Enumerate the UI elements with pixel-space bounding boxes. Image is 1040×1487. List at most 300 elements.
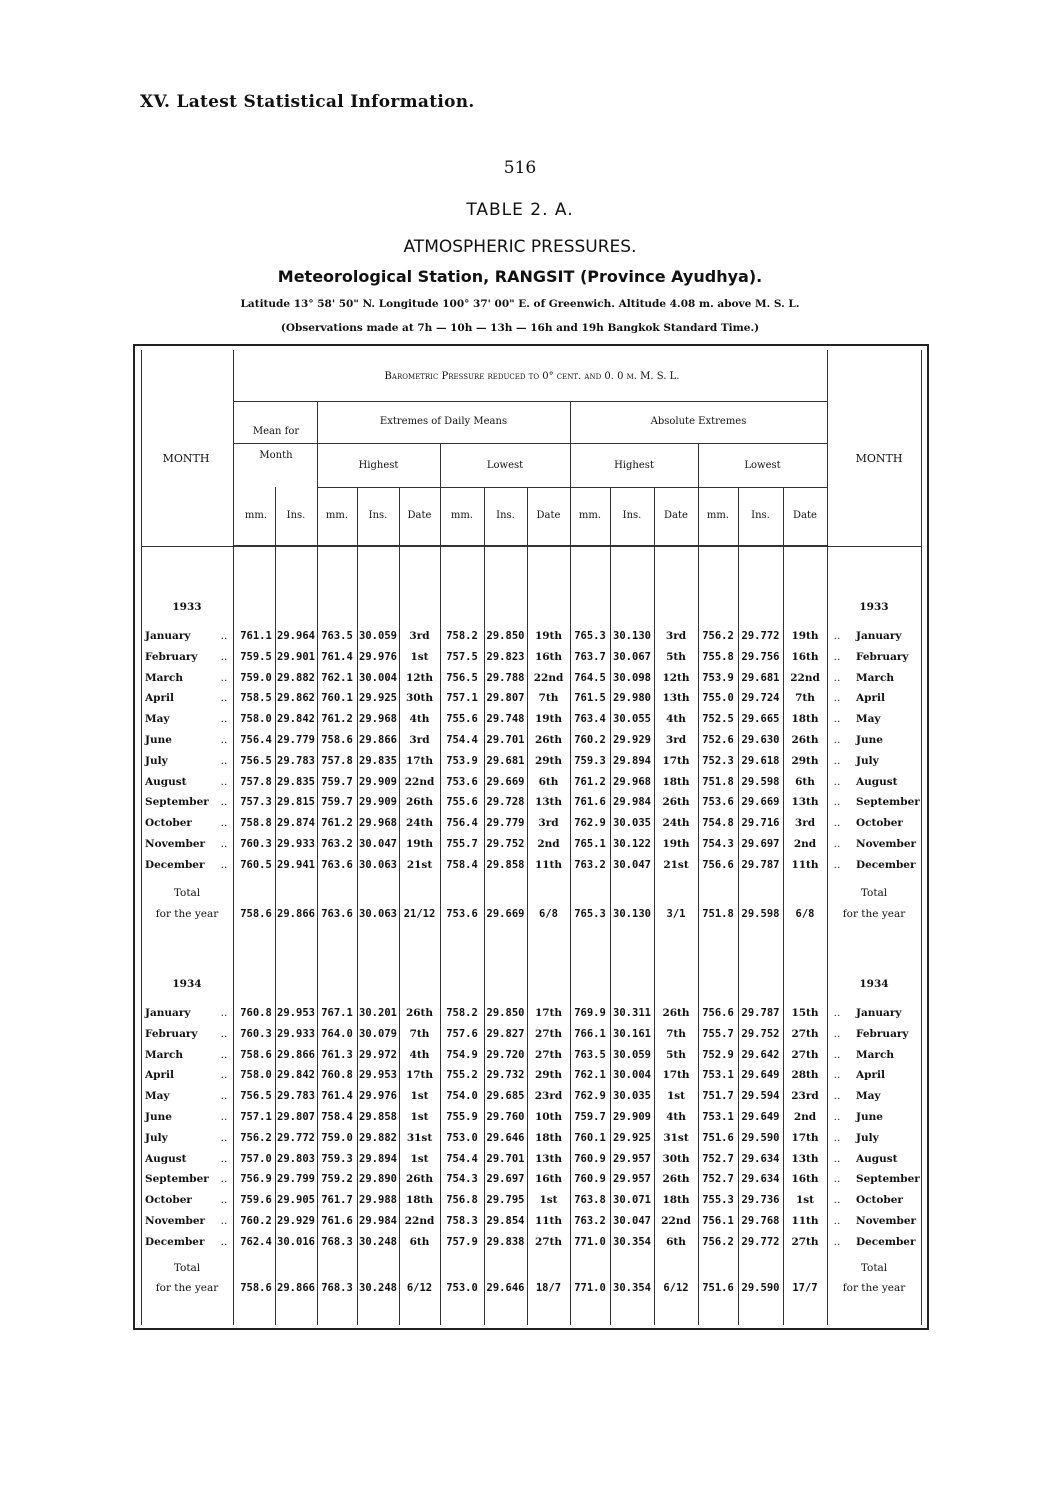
value-cell: 756.6 [702, 1007, 734, 1019]
value-cell: 29.929 [613, 734, 651, 746]
date-cell: 26th [662, 1173, 690, 1186]
month-label: January [145, 1007, 191, 1019]
month-label: April [145, 692, 174, 705]
value-cell: 29.732 [486, 1069, 525, 1082]
month-label: October [145, 1194, 192, 1207]
date-cell: 16th [791, 650, 819, 663]
value-cell: 761.1 [240, 630, 272, 642]
date-cell: 18th [534, 1131, 563, 1144]
value-cell: 29.838 [486, 1235, 525, 1248]
leader-dots: .. [833, 796, 841, 809]
value-cell: 29.925 [359, 692, 397, 705]
date-cell: 1st [410, 1111, 429, 1123]
horizontal-rule [141, 546, 921, 547]
month-label: October [145, 817, 192, 830]
leader-dots: .. [833, 1048, 841, 1061]
value-cell: 761.3 [321, 1048, 353, 1061]
year-label: 1934 [859, 978, 889, 990]
vertical-rule [357, 487, 358, 1325]
leader-dots: .. [833, 1215, 841, 1227]
value-cell: 29.980 [613, 692, 651, 705]
leader-dots: .. [220, 796, 228, 809]
date-cell: 26th [662, 1007, 690, 1019]
value-cell: 751.7 [702, 1090, 734, 1103]
value-cell: 759.0 [321, 1131, 353, 1144]
value-cell: 757.1 [240, 1111, 272, 1123]
value-cell: 757.5 [446, 650, 478, 663]
date-cell: 3rd [409, 630, 430, 642]
total-value-cell: 765.3 [574, 908, 606, 920]
total-label: for the year [842, 1282, 906, 1294]
value-cell: 29.933 [277, 1027, 315, 1040]
value-cell: 763.2 [574, 1215, 606, 1227]
date-cell: 22nd [404, 1215, 435, 1227]
value-cell: 29.827 [486, 1027, 525, 1040]
month-label: August [856, 1152, 898, 1165]
leader-dots: .. [833, 754, 841, 767]
value-cell: 29.756 [741, 650, 780, 663]
date-cell: 16th [534, 1173, 563, 1186]
value-cell: 757.8 [240, 775, 272, 788]
date-cell: 27th [534, 1048, 563, 1061]
value-cell: 763.2 [574, 858, 606, 871]
leader-dots: .. [220, 1235, 228, 1248]
value-cell: 763.6 [321, 858, 353, 871]
table-title: TABLE 2. A. [466, 200, 574, 220]
total-value-cell: 751.6 [702, 1282, 734, 1294]
leader-dots: .. [833, 838, 841, 850]
date-cell: 7th [666, 1027, 686, 1040]
date-cell: 26th [405, 1173, 434, 1186]
month-label: December [856, 1235, 916, 1248]
value-cell: 29.925 [613, 1131, 651, 1144]
date-cell: 16th [534, 650, 563, 663]
leader-dots: .. [220, 1194, 228, 1207]
value-cell: 29.788 [486, 671, 525, 684]
value-cell: 759.6 [240, 1194, 272, 1207]
date-cell: 17th [405, 1069, 434, 1082]
month-label: July [856, 1131, 879, 1144]
value-cell: 29.968 [359, 817, 397, 830]
value-cell: 754.9 [446, 1048, 478, 1061]
value-cell: 30.047 [613, 858, 651, 871]
leader-dots: .. [220, 1173, 228, 1186]
value-cell: 761.4 [321, 650, 353, 663]
leader-dots: .. [220, 1131, 228, 1144]
value-cell: 29.630 [741, 734, 780, 746]
value-cell: 29.862 [277, 692, 315, 705]
total-value-cell: 30.248 [359, 1282, 397, 1294]
date-cell: 17th [662, 754, 690, 767]
year-label: 1933 [859, 601, 889, 613]
total-value-cell: 6/8 [539, 908, 558, 920]
value-cell: 29.866 [277, 1048, 315, 1061]
vertical-rule [141, 350, 142, 1325]
date-cell: 2nd [793, 838, 817, 850]
value-cell: 760.8 [240, 1007, 272, 1019]
value-cell: 761.2 [321, 817, 353, 830]
value-cell: 29.646 [486, 1131, 525, 1144]
value-cell: 29.649 [741, 1111, 780, 1123]
date-cell: 21st [663, 858, 689, 871]
date-cell: 22nd [533, 671, 564, 684]
date-cell: 17th [405, 754, 434, 767]
value-cell: 29.835 [359, 754, 397, 767]
leader-dots: .. [220, 671, 228, 684]
value-cell: 763.2 [321, 838, 353, 850]
leader-dots: .. [833, 713, 841, 726]
month-label: July [145, 1131, 168, 1144]
value-cell: 759.0 [240, 671, 272, 684]
value-cell: 29.787 [741, 858, 780, 871]
date-cell: 26th [791, 734, 819, 746]
date-cell: 24th [405, 817, 434, 830]
leader-dots: .. [220, 1152, 228, 1165]
date-cell: 4th [666, 713, 686, 726]
month-label: February [856, 1027, 909, 1040]
unit-header: Ins. [286, 510, 306, 521]
unit-header: Date [793, 510, 817, 521]
date-cell: 6th [538, 775, 559, 788]
value-cell: 29.681 [741, 671, 780, 684]
value-cell: 29.858 [486, 858, 525, 871]
value-cell: 759.7 [321, 775, 353, 788]
value-cell: 29.783 [277, 1090, 315, 1103]
value-cell: 767.1 [321, 1007, 353, 1019]
month-header-left: MONTH [162, 452, 210, 465]
month-label: November [145, 1215, 206, 1227]
leader-dots: .. [833, 630, 841, 642]
value-cell: 753.6 [702, 796, 734, 809]
value-cell: 29.858 [359, 1111, 397, 1123]
date-cell: 4th [409, 713, 430, 726]
date-cell: 27th [534, 1027, 563, 1040]
vertical-rule [233, 350, 234, 1325]
value-cell: 759.3 [574, 754, 606, 767]
total-value-cell: 768.3 [321, 1282, 353, 1294]
horizontal-rule [233, 443, 827, 444]
value-cell: 760.9 [574, 1152, 606, 1165]
leader-dots: .. [833, 1069, 841, 1082]
value-cell: 29.594 [741, 1090, 780, 1103]
leader-dots: .. [220, 1069, 228, 1082]
value-cell: 762.1 [321, 671, 353, 684]
vertical-rule [527, 487, 528, 1325]
unit-header: mm. [578, 510, 602, 521]
date-cell: 22nd [790, 671, 820, 684]
leader-dots: .. [220, 692, 228, 705]
value-cell: 763.5 [321, 630, 353, 642]
month-label: April [856, 1069, 885, 1082]
daily-extremes-header: Extremes of Daily Means [379, 416, 508, 427]
value-cell: 29.642 [741, 1048, 780, 1061]
total-label: Total [173, 887, 201, 899]
date-cell: 13th [791, 796, 819, 809]
value-cell: 768.3 [321, 1235, 353, 1248]
value-cell: 758.0 [240, 1069, 272, 1082]
month-label: January [856, 630, 902, 642]
mean-header-line2: Month [259, 450, 293, 461]
page-number: 516 [503, 158, 537, 178]
month-label: November [856, 838, 917, 850]
value-cell: 29.768 [741, 1215, 780, 1227]
value-cell: 755.2 [446, 1069, 478, 1082]
date-cell: 19th [534, 630, 563, 642]
leader-dots: .. [833, 1194, 841, 1207]
value-cell: 29.618 [741, 754, 780, 767]
value-cell: 759.7 [321, 796, 353, 809]
value-cell: 763.8 [574, 1194, 606, 1207]
value-cell: 29.783 [277, 754, 315, 767]
value-cell: 762.9 [574, 1090, 606, 1103]
value-cell: 760.2 [240, 1215, 272, 1227]
leader-dots: .. [833, 734, 841, 746]
total-value-cell: 30.130 [613, 908, 651, 920]
value-cell: 752.7 [702, 1152, 734, 1165]
unit-header: Ins. [622, 510, 642, 521]
value-cell: 30.047 [359, 838, 397, 850]
value-cell: 755.6 [446, 713, 478, 726]
value-cell: 29.590 [741, 1131, 780, 1144]
unit-header: Ins. [751, 510, 770, 521]
leader-dots: .. [833, 671, 841, 684]
date-cell: 3rd [538, 817, 559, 830]
value-cell: 758.5 [240, 692, 272, 705]
leader-dots: .. [220, 838, 228, 850]
value-cell: 761.7 [321, 1194, 353, 1207]
date-cell: 11th [791, 858, 819, 871]
date-cell: 3rd [409, 734, 430, 746]
value-cell: 757.6 [446, 1027, 478, 1040]
value-cell: 29.854 [486, 1215, 525, 1227]
date-cell: 1st [410, 1090, 429, 1103]
value-cell: 761.2 [574, 775, 606, 788]
value-cell: 30.248 [359, 1235, 397, 1248]
main-header: Barometric Pressure reduced to 0° cent. and 0. 0 m. M. S. L. [384, 371, 680, 382]
value-cell: 30.059 [613, 1048, 651, 1061]
value-cell: 763.5 [574, 1048, 606, 1061]
unit-header: mm. [706, 510, 730, 521]
date-cell: 18th [791, 713, 819, 726]
daily-highest-header: Highest [358, 460, 399, 471]
vertical-rule [399, 487, 400, 1325]
total-value-cell: 21/12 [403, 908, 436, 920]
date-cell: 30th [405, 692, 434, 705]
leader-dots: .. [833, 1090, 841, 1103]
value-cell: 29.665 [741, 713, 780, 726]
value-cell: 758.4 [321, 1111, 353, 1123]
absolute-lowest-header: Lowest [744, 460, 781, 471]
month-label: September [145, 796, 209, 809]
value-cell: 29.850 [486, 1007, 525, 1019]
month-label: February [145, 1027, 198, 1040]
date-cell: 24th [662, 817, 690, 830]
value-cell: 29.905 [277, 1194, 315, 1207]
value-cell: 758.6 [240, 1048, 272, 1061]
value-cell: 30.004 [613, 1069, 651, 1082]
date-cell: 6th [409, 1235, 430, 1248]
total-label: Total [860, 1262, 888, 1274]
date-cell: 13th [534, 1152, 563, 1165]
leader-dots: .. [220, 775, 228, 788]
leader-dots: .. [220, 1111, 228, 1123]
value-cell: 765.1 [574, 838, 606, 850]
value-cell: 29.697 [486, 1173, 525, 1186]
value-cell: 29.909 [359, 796, 397, 809]
value-cell: 755.9 [446, 1111, 478, 1123]
value-cell: 753.1 [702, 1111, 734, 1123]
value-cell: 29.669 [741, 796, 780, 809]
leader-dots: .. [220, 1007, 228, 1019]
unit-header: mm. [325, 510, 349, 521]
date-cell: 12th [662, 671, 690, 684]
date-cell: 12th [405, 671, 434, 684]
date-cell: 23rd [534, 1090, 563, 1103]
month-label: May [145, 713, 170, 726]
date-cell: 4th [409, 1048, 430, 1061]
date-cell: 5th [666, 1048, 686, 1061]
value-cell: 758.6 [321, 734, 353, 746]
value-cell: 760.1 [574, 1131, 606, 1144]
total-value-cell: 29.590 [741, 1282, 780, 1294]
date-cell: 26th [405, 1007, 434, 1019]
value-cell: 29.823 [486, 650, 525, 663]
value-cell: 29.795 [486, 1194, 525, 1207]
value-cell: 762.9 [574, 817, 606, 830]
date-cell: 13th [662, 692, 690, 705]
total-value-cell: 6/12 [406, 1282, 433, 1294]
value-cell: 757.8 [321, 754, 353, 767]
value-cell: 29.681 [486, 754, 525, 767]
date-cell: 4th [666, 1111, 686, 1123]
date-cell: 17th [662, 1069, 690, 1082]
date-cell: 26th [534, 734, 563, 746]
value-cell: 29.649 [741, 1069, 780, 1082]
value-cell: 29.669 [486, 775, 525, 788]
value-cell: 30.067 [613, 650, 651, 663]
total-label: Total [860, 887, 888, 899]
value-cell: 754.3 [702, 838, 734, 850]
value-cell: 756.5 [240, 1090, 272, 1103]
vertical-rule [698, 487, 699, 1325]
vertical-rule [827, 350, 828, 1325]
value-cell: 765.3 [574, 630, 606, 642]
value-cell: 759.5 [240, 650, 272, 663]
value-cell: 755.6 [446, 796, 478, 809]
value-cell: 29.772 [741, 1235, 780, 1248]
date-cell: 7th [538, 692, 559, 705]
total-value-cell: 29.646 [486, 1282, 525, 1294]
date-cell: 2nd [793, 1111, 817, 1123]
value-cell: 30.055 [613, 713, 651, 726]
vertical-rule [484, 487, 485, 1325]
month-label: August [145, 1152, 187, 1165]
total-value-cell: 751.8 [702, 908, 734, 920]
total-value-cell: 753.6 [446, 908, 478, 920]
value-cell: 29.988 [359, 1194, 397, 1207]
value-cell: 760.3 [240, 838, 272, 850]
value-cell: 29.752 [486, 838, 525, 850]
total-value-cell: 6/8 [795, 908, 815, 920]
value-cell: 756.2 [240, 1131, 272, 1144]
value-cell: 755.3 [702, 1194, 734, 1207]
month-label: February [145, 650, 198, 663]
value-cell: 29.787 [741, 1007, 780, 1019]
vertical-rule [440, 487, 441, 1325]
month-label: March [856, 1048, 894, 1061]
date-cell: 19th [662, 838, 690, 850]
value-cell: 29.779 [277, 734, 315, 746]
unit-header: Ins. [368, 510, 388, 521]
value-cell: 29.835 [277, 775, 315, 788]
value-cell: 29.799 [277, 1173, 315, 1186]
value-cell: 29.807 [486, 692, 525, 705]
total-value-cell: 29.598 [741, 908, 780, 920]
leader-dots: .. [220, 650, 228, 663]
date-cell: 31st [663, 1131, 689, 1144]
vertical-rule [783, 487, 784, 1325]
month-label: November [145, 838, 206, 850]
leader-dots: .. [220, 1090, 228, 1103]
unit-header: mm. [244, 510, 268, 521]
absolute-highest-header: Highest [614, 460, 654, 471]
value-cell: 29.772 [277, 1131, 315, 1144]
month-label: February [856, 650, 909, 663]
value-cell: 763.4 [574, 713, 606, 726]
value-cell: 29.598 [741, 775, 780, 788]
date-cell: 23rd [791, 1090, 819, 1103]
value-cell: 29.760 [486, 1111, 525, 1123]
value-cell: 29.697 [741, 838, 780, 850]
total-value-cell: 6/12 [663, 1282, 689, 1294]
value-cell: 29.772 [741, 630, 780, 642]
value-cell: 29.909 [613, 1111, 651, 1123]
month-label: March [145, 1048, 183, 1061]
month-label: October [856, 1194, 903, 1207]
leader-dots: .. [833, 692, 841, 705]
leader-dots: .. [220, 858, 228, 871]
value-cell: 30.016 [277, 1235, 315, 1248]
value-cell: 29.909 [359, 775, 397, 788]
value-cell: 30.201 [359, 1007, 397, 1019]
month-label: December [145, 1235, 205, 1248]
value-cell: 29.807 [277, 1111, 315, 1123]
month-label: November [856, 1215, 917, 1227]
year-label: 1933 [172, 601, 202, 613]
value-cell: 759.2 [321, 1173, 353, 1186]
value-cell: 756.1 [702, 1215, 734, 1227]
vertical-rule [654, 487, 655, 1325]
value-cell: 756.6 [702, 858, 734, 871]
value-cell: 762.1 [574, 1069, 606, 1082]
date-cell: 28th [791, 1069, 819, 1082]
vertical-rule [317, 487, 318, 1325]
value-cell: 757.1 [446, 692, 478, 705]
month-label: April [145, 1069, 174, 1082]
value-cell: 29.842 [277, 1069, 315, 1082]
vertical-rule [738, 487, 739, 1325]
station-title: Meteorological Station, RANGSIT (Province Ayudhya). [277, 267, 763, 286]
value-cell: 752.6 [702, 734, 734, 746]
value-cell: 29.701 [486, 1152, 525, 1165]
date-cell: 29th [791, 754, 819, 767]
total-label: for the year [155, 908, 219, 920]
month-label: May [856, 1090, 881, 1103]
date-cell: 27th [791, 1048, 819, 1061]
value-cell: 29.842 [277, 713, 315, 726]
value-cell: 29.941 [277, 858, 315, 871]
date-cell: 11th [534, 858, 563, 871]
